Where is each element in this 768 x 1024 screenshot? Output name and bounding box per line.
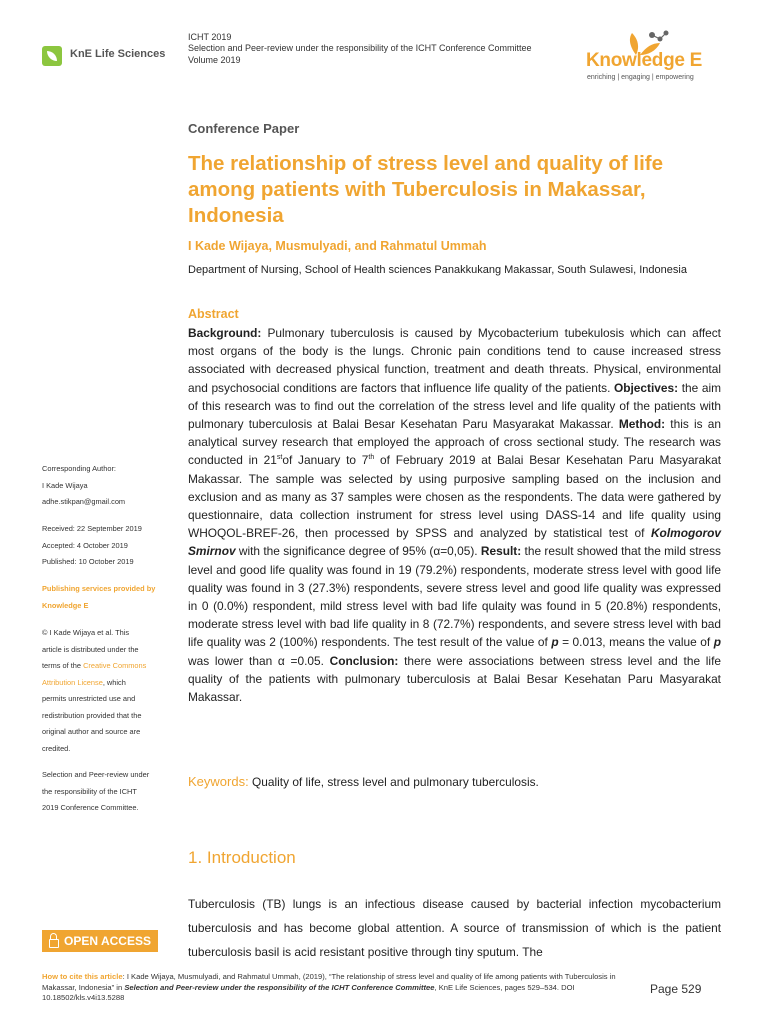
result-text: = 0.013, means the value of <box>558 635 714 650</box>
publishing-services <box>42 581 174 614</box>
abstract-heading: Abstract <box>188 307 239 321</box>
publisher-tagline: enriching | engaging | empowering <box>587 74 694 81</box>
license-line <box>42 675 174 692</box>
conclusion-text: there were associations between stress level and the life quality of the patients with pulmonary tuberculosis at Balai Besar Kesehatan Paru Masyarakat Makassar. <box>188 653 721 705</box>
kne-leaf-icon <box>42 46 62 66</box>
keywords-label: Keywords: <box>188 774 249 789</box>
background-label: Background: <box>188 326 262 340</box>
objectives-text: the aim of this research was to find out the correlation of the stress level and life quality of the patients with pulmonary tuberculosis at Balai Besar Kesehatan Paru Masyarakat Makassar. <box>188 380 721 432</box>
license-line: article is distributed under the <box>42 644 139 654</box>
result-label: Result: <box>480 544 522 559</box>
method-text: of January to 7 <box>282 453 369 468</box>
conference-name: ICHT 2019 <box>188 32 232 42</box>
publisher-brand: Knowledge E <box>586 50 702 71</box>
citation-footer <box>42 972 642 1004</box>
publishing-services-label: Publishing services provided by <box>42 584 156 593</box>
method-text: of February 2019 at Balai Besar Kesehatan Paru Masyarakat Makassar. The sample was selected by using purposive sampling based on the inclusion and exclusion and as many as 37 samples were chosen as the respondents. The data were gathered by questionnaire, data collection instrument for stress level using DASS-14 and life quality using WHOQOL-BREF-26, then processed by SPSS and analyzed by statistical test of <box>188 453 721 541</box>
keywords-text: Quality of life, stress level and pulmonary tuberculosis. <box>248 775 539 789</box>
citation-text: , KnE Life Sciences, pages 529–534. DOI 10.18502/kls.v4i13.5288 <box>42 982 575 1003</box>
selection-line: Selection and Peer-review under <box>42 770 150 779</box>
method-label: Method: <box>618 417 666 432</box>
paper-affiliation: Department of Nursing, School of Health sciences Panakkukang Makassar, South Sulawesi, Indonesia <box>188 264 687 276</box>
license-line: credited. <box>42 743 71 753</box>
license-link[interactable]: Attribution License <box>42 677 103 687</box>
objectives-label: Objectives: <box>613 380 679 395</box>
corresponding-author-email[interactable]: adhe.stikpan@gmail.com <box>42 497 126 506</box>
license-line <box>42 658 174 675</box>
publishing-services-name: Knowledge E <box>42 600 89 610</box>
abstract-body <box>188 324 721 706</box>
test-name: Kolmogorov Smirnov <box>188 526 721 559</box>
journal-brand: KnE Life Sciences <box>70 48 166 60</box>
license-line: permits unrestricted use and <box>42 694 136 703</box>
paper-title: The relationship of stress level and quality of life among patients with Tuberculosis in Makassar, Indonesia <box>188 152 664 227</box>
method-text: with the significance degree of 95% (α=0,05). <box>235 544 481 559</box>
keywords <box>188 774 721 789</box>
page-number: Page 529 <box>650 982 702 996</box>
introduction-heading: 1. Introduction <box>188 848 296 867</box>
license-block <box>42 625 174 757</box>
background-text: Pulmonary tuberculosis is caused by Mycobacterium tubekulosis which can affect most organs of the body is the lungs. Chronic pain conditions tend to cause increased stress associated with decreased physical function, treatment and death threats. Physical, environmental and psychosocial conditions are factors that influence life quality of the patients. <box>188 326 721 395</box>
selection-note <box>42 767 174 817</box>
open-access-badge <box>42 930 158 952</box>
paper-type: Conference Paper <box>188 121 300 136</box>
lock-icon <box>49 939 59 948</box>
selection-line: 2019 Conference Committee. <box>42 803 139 812</box>
p-symbol: p <box>713 635 721 650</box>
license-line: redistribution provided that the <box>42 710 142 720</box>
license-link[interactable]: Creative Commons <box>83 661 147 670</box>
dates-block <box>42 521 174 571</box>
license-line: © I Kade Wijaya et al. This <box>42 628 130 637</box>
open-access-label: OPEN ACCESS <box>64 934 151 948</box>
result-text: was lower than α =0.05. <box>188 653 330 668</box>
citation-label: How to cite this article <box>42 972 123 981</box>
paper-authors: I Kade Wijaya, Musmulyadi, and Rahmatul Ummah <box>188 239 487 253</box>
superscript-th: th <box>368 454 375 462</box>
citation-proceedings: Selection and Peer-review under the responsibility of the ICHT Conference Committee <box>124 982 435 992</box>
corresponding-author-name: I Kade Wijaya <box>42 480 88 490</box>
method-text: this is an analytical survey research that employed the approach of cross sectional study. The research was conducted in 21 <box>188 417 722 468</box>
citation-text: : I Kade Wijaya, Musmulyadi, and Rahmatul Ummah, (2019), “The relationship of stress level and quality of life among patients with Tuberculosis in Makassar, Indonesia” in <box>42 972 616 992</box>
introduction-text: Tuberculosis (TB) lungs is an infectious disease caused by bacterial infection mycobacterium tuberculosis and has become global attention. A source of transmission of which is the patient tuberculosis basil is acid resistant positive through tiny sputum. The <box>188 897 721 959</box>
license-line: original author and source are <box>42 727 141 736</box>
conference-responsibility: Selection and Peer-review under the responsibility of the ICHT Conference Committee <box>188 43 532 54</box>
superscript-st: st <box>276 454 283 462</box>
conference-info <box>188 32 560 66</box>
license-text: , which <box>102 677 126 687</box>
published-date: Published: 10 October 2019 <box>42 557 134 566</box>
received-date: Received: 22 September 2019 <box>42 524 142 533</box>
conference-volume: Volume 2019 <box>188 54 241 65</box>
corresponding-author-label: Corresponding Author: <box>42 464 116 473</box>
accepted-date: Accepted: 4 October 2019 <box>42 540 128 550</box>
result-text: the result showed that the mild stress level and good life quality was found in 19 (79.2%) respondents, moderate stress level with good life quality was found in 3 (27.3%) respondents, severe stress level and good life quality was expressed in 0 (0.0%) respondent, mild stress level with bad life qulaity was found in 5 (20.8%) respondents, moderate stress level with bad life quality in 8 (72.7%) respondents, and severe stress level with bad life quality was 2 (100%) respondents. The test result of the value of <box>188 544 721 650</box>
corresponding-author-block <box>42 461 174 511</box>
selection-line: the responsibility of the ICHT <box>42 786 137 796</box>
p-symbol: p <box>551 635 559 650</box>
license-text: terms of the <box>42 661 84 670</box>
conclusion-label: Conclusion: <box>329 653 399 668</box>
